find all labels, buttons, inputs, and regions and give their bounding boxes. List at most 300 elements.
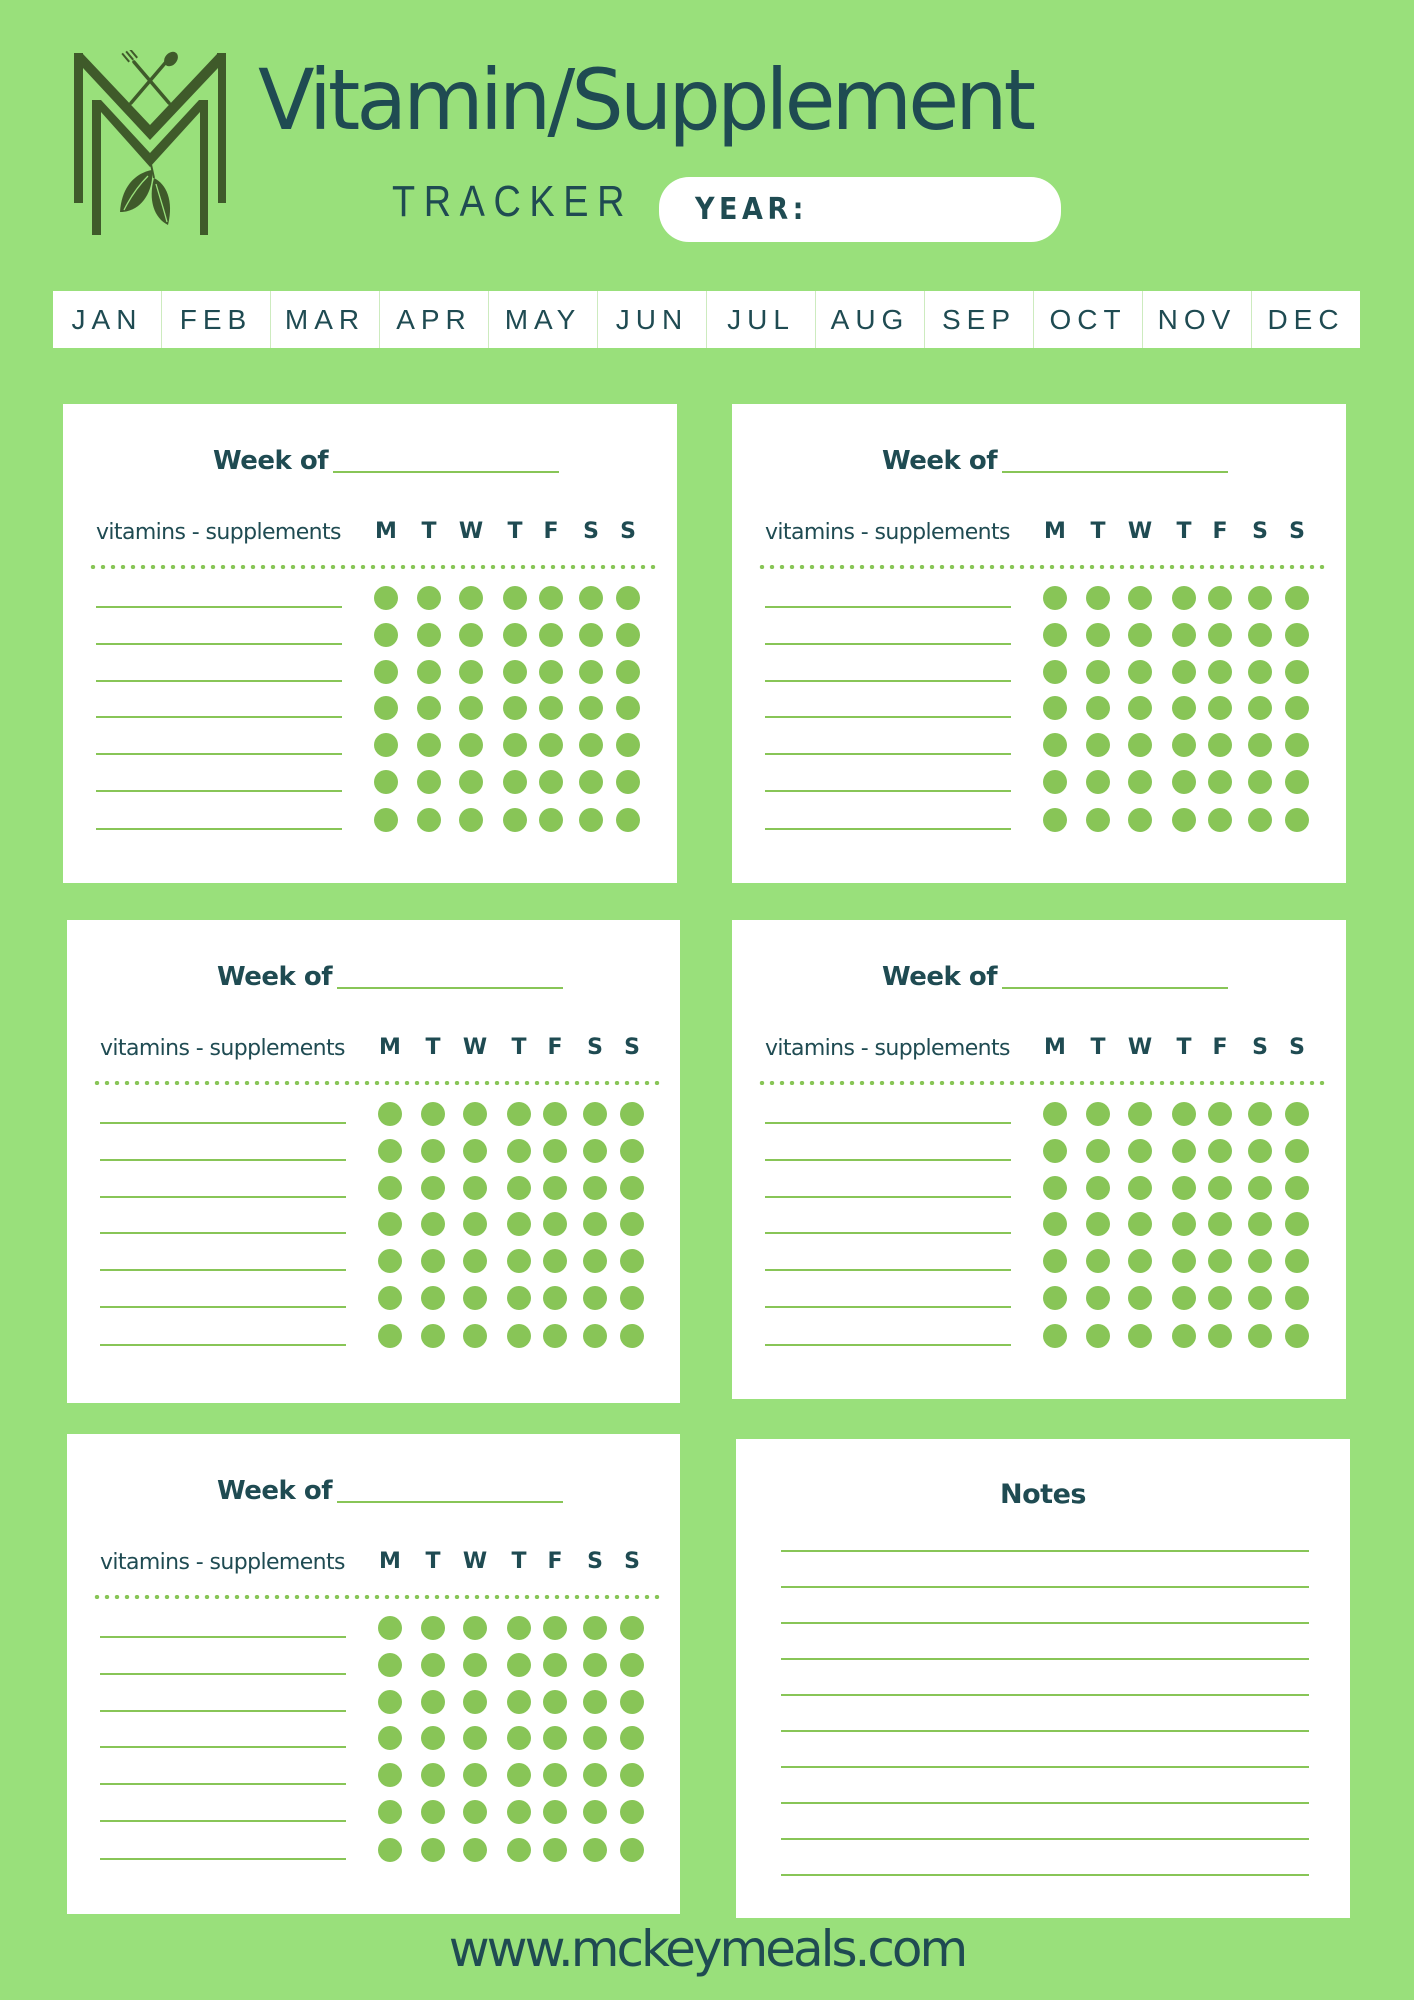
day-checkbox[interactable] [503, 696, 527, 720]
day-checkbox[interactable] [421, 1102, 445, 1126]
day-checkbox[interactable] [1128, 733, 1152, 757]
notes-line-input[interactable] [781, 1730, 1309, 1732]
day-checkbox[interactable] [1285, 1286, 1309, 1310]
supplement-name-input[interactable] [765, 643, 1011, 645]
day-checkbox[interactable] [507, 1800, 531, 1824]
day-checkbox[interactable] [378, 1800, 402, 1824]
day-checkbox[interactable] [421, 1176, 445, 1200]
day-checkbox[interactable] [1208, 1102, 1232, 1126]
day-checkbox[interactable] [463, 1249, 487, 1273]
supplement-name-input[interactable] [96, 753, 342, 755]
supplement-name-input[interactable] [765, 606, 1011, 608]
day-checkbox[interactable] [1086, 586, 1110, 610]
day-checkbox[interactable] [463, 1286, 487, 1310]
day-checkbox[interactable] [1086, 1324, 1110, 1348]
supplement-name-input[interactable] [96, 790, 342, 792]
day-checkbox[interactable] [539, 623, 563, 647]
day-checkbox[interactable] [463, 1212, 487, 1236]
day-checkbox[interactable] [1248, 1212, 1272, 1236]
supplement-name-input[interactable] [765, 1159, 1011, 1161]
day-checkbox[interactable] [1172, 1324, 1196, 1348]
day-checkbox[interactable] [579, 808, 603, 832]
day-checkbox[interactable] [378, 1838, 402, 1862]
day-checkbox[interactable] [616, 733, 640, 757]
day-checkbox[interactable] [463, 1616, 487, 1640]
day-checkbox[interactable] [583, 1102, 607, 1126]
day-checkbox[interactable] [374, 733, 398, 757]
day-checkbox[interactable] [1043, 808, 1067, 832]
month-dec[interactable]: DEC [1267, 303, 1345, 335]
day-checkbox[interactable] [503, 586, 527, 610]
day-checkbox[interactable] [459, 733, 483, 757]
day-checkbox[interactable] [1208, 1212, 1232, 1236]
day-checkbox[interactable] [583, 1800, 607, 1824]
supplement-name-input[interactable] [100, 1783, 346, 1785]
day-checkbox[interactable] [421, 1800, 445, 1824]
day-checkbox[interactable] [1086, 808, 1110, 832]
day-checkbox[interactable] [579, 696, 603, 720]
day-checkbox[interactable] [1043, 1324, 1067, 1348]
supplement-name-input[interactable] [765, 1122, 1011, 1124]
supplement-name-input[interactable] [100, 1858, 346, 1860]
notes-line-input[interactable] [781, 1802, 1309, 1804]
day-checkbox[interactable] [1043, 1249, 1067, 1273]
day-checkbox[interactable] [1285, 586, 1309, 610]
supplement-name-input[interactable] [100, 1306, 346, 1308]
month-mar[interactable]: MAR [271, 291, 380, 348]
day-checkbox[interactable] [1285, 770, 1309, 794]
day-checkbox[interactable] [1172, 1176, 1196, 1200]
day-checkbox[interactable] [1208, 1249, 1232, 1273]
day-checkbox[interactable] [507, 1838, 531, 1862]
day-checkbox[interactable] [1086, 1249, 1110, 1273]
day-checkbox[interactable] [1128, 770, 1152, 794]
day-checkbox[interactable] [459, 808, 483, 832]
day-checkbox[interactable] [579, 660, 603, 684]
day-checkbox[interactable] [1086, 733, 1110, 757]
supplement-name-input[interactable] [765, 1232, 1011, 1234]
day-checkbox[interactable] [1285, 1176, 1309, 1200]
day-checkbox[interactable] [459, 586, 483, 610]
day-checkbox[interactable] [543, 1800, 567, 1824]
day-checkbox[interactable] [543, 1763, 567, 1787]
supplement-name-input[interactable] [100, 1122, 346, 1124]
day-checkbox[interactable] [1128, 1249, 1152, 1273]
day-checkbox[interactable] [543, 1838, 567, 1862]
day-checkbox[interactable] [417, 808, 441, 832]
day-checkbox[interactable] [616, 660, 640, 684]
day-checkbox[interactable] [1208, 623, 1232, 647]
day-checkbox[interactable] [1128, 586, 1152, 610]
day-checkbox[interactable] [620, 1838, 644, 1862]
supplement-name-input[interactable] [96, 680, 342, 682]
day-checkbox[interactable] [378, 1690, 402, 1714]
day-checkbox[interactable] [543, 1616, 567, 1640]
day-checkbox[interactable] [1285, 1324, 1309, 1348]
day-checkbox[interactable] [1208, 733, 1232, 757]
day-checkbox[interactable] [378, 1102, 402, 1126]
month-jan[interactable]: JAN [53, 291, 162, 348]
day-checkbox[interactable] [1172, 623, 1196, 647]
day-checkbox[interactable] [417, 770, 441, 794]
day-checkbox[interactable] [1248, 770, 1272, 794]
day-checkbox[interactable] [620, 1690, 644, 1714]
day-checkbox[interactable] [616, 808, 640, 832]
supplement-name-input[interactable] [100, 1673, 346, 1675]
day-checkbox[interactable] [543, 1139, 567, 1163]
week-of-input[interactable] [333, 471, 559, 473]
day-checkbox[interactable] [1172, 808, 1196, 832]
day-checkbox[interactable] [579, 623, 603, 647]
day-checkbox[interactable] [459, 660, 483, 684]
day-checkbox[interactable] [378, 1726, 402, 1750]
notes-line-input[interactable] [781, 1622, 1309, 1624]
day-checkbox[interactable] [543, 1726, 567, 1750]
day-checkbox[interactable] [1248, 586, 1272, 610]
day-checkbox[interactable] [583, 1726, 607, 1750]
day-checkbox[interactable] [1208, 1286, 1232, 1310]
month-aug[interactable]: AUG [816, 291, 925, 348]
day-checkbox[interactable] [374, 586, 398, 610]
day-checkbox[interactable] [1248, 1102, 1272, 1126]
day-checkbox[interactable] [1086, 1176, 1110, 1200]
day-checkbox[interactable] [463, 1324, 487, 1348]
day-checkbox[interactable] [1248, 696, 1272, 720]
day-checkbox[interactable] [1208, 808, 1232, 832]
day-checkbox[interactable] [620, 1212, 644, 1236]
notes-line-input[interactable] [781, 1874, 1309, 1876]
day-checkbox[interactable] [1043, 696, 1067, 720]
supplement-name-input[interactable] [100, 1159, 346, 1161]
day-checkbox[interactable] [543, 1653, 567, 1677]
day-checkbox[interactable] [463, 1690, 487, 1714]
day-checkbox[interactable] [1043, 623, 1067, 647]
day-checkbox[interactable] [1208, 586, 1232, 610]
day-checkbox[interactable] [616, 586, 640, 610]
day-checkbox[interactable] [543, 1249, 567, 1273]
day-checkbox[interactable] [620, 1800, 644, 1824]
supplement-name-input[interactable] [765, 753, 1011, 755]
day-checkbox[interactable] [459, 696, 483, 720]
day-checkbox[interactable] [1043, 1286, 1067, 1310]
day-checkbox[interactable] [421, 1212, 445, 1236]
day-checkbox[interactable] [1043, 1102, 1067, 1126]
day-checkbox[interactable] [378, 1249, 402, 1273]
day-checkbox[interactable] [463, 1653, 487, 1677]
day-checkbox[interactable] [1208, 1324, 1232, 1348]
day-checkbox[interactable] [1128, 808, 1152, 832]
day-checkbox[interactable] [1043, 733, 1067, 757]
day-checkbox[interactable] [539, 770, 563, 794]
supplement-name-input[interactable] [100, 1196, 346, 1198]
day-checkbox[interactable] [620, 1176, 644, 1200]
day-checkbox[interactable] [421, 1324, 445, 1348]
day-checkbox[interactable] [507, 1249, 531, 1273]
day-checkbox[interactable] [543, 1212, 567, 1236]
day-checkbox[interactable] [620, 1102, 644, 1126]
supplement-name-input[interactable] [100, 1820, 346, 1822]
day-checkbox[interactable] [507, 1286, 531, 1310]
day-checkbox[interactable] [463, 1838, 487, 1862]
day-checkbox[interactable] [1086, 1102, 1110, 1126]
day-checkbox[interactable] [539, 733, 563, 757]
day-checkbox[interactable] [1043, 770, 1067, 794]
day-checkbox[interactable] [1172, 696, 1196, 720]
day-checkbox[interactable] [1172, 1212, 1196, 1236]
supplement-name-input[interactable] [96, 828, 342, 830]
day-checkbox[interactable] [1043, 1139, 1067, 1163]
day-checkbox[interactable] [421, 1763, 445, 1787]
day-checkbox[interactable] [507, 1102, 531, 1126]
month-apr[interactable]: APR [380, 291, 489, 348]
day-checkbox[interactable] [1086, 1212, 1110, 1236]
day-checkbox[interactable] [543, 1176, 567, 1200]
day-checkbox[interactable] [620, 1324, 644, 1348]
day-checkbox[interactable] [1172, 1102, 1196, 1126]
supplement-name-input[interactable] [765, 1269, 1011, 1271]
supplement-name-input[interactable] [765, 716, 1011, 718]
day-checkbox[interactable] [620, 1139, 644, 1163]
day-checkbox[interactable] [421, 1286, 445, 1310]
day-checkbox[interactable] [374, 696, 398, 720]
day-checkbox[interactable] [1248, 733, 1272, 757]
month-nov[interactable]: NOV [1143, 291, 1252, 348]
notes-line-input[interactable] [781, 1586, 1309, 1588]
day-checkbox[interactable] [378, 1176, 402, 1200]
day-checkbox[interactable] [543, 1690, 567, 1714]
day-checkbox[interactable] [1248, 660, 1272, 684]
day-checkbox[interactable] [507, 1324, 531, 1348]
day-checkbox[interactable] [1043, 1212, 1067, 1236]
day-checkbox[interactable] [374, 770, 398, 794]
supplement-name-input[interactable] [765, 1306, 1011, 1308]
day-checkbox[interactable] [579, 586, 603, 610]
day-checkbox[interactable] [1172, 770, 1196, 794]
day-checkbox[interactable] [543, 1286, 567, 1310]
day-checkbox[interactable] [1208, 1139, 1232, 1163]
day-checkbox[interactable] [507, 1139, 531, 1163]
day-checkbox[interactable] [463, 1726, 487, 1750]
day-checkbox[interactable] [421, 1616, 445, 1640]
day-checkbox[interactable] [374, 808, 398, 832]
day-checkbox[interactable] [616, 770, 640, 794]
notes-line-input[interactable] [781, 1694, 1309, 1696]
supplement-name-input[interactable] [100, 1710, 346, 1712]
month-feb[interactable]: FEB [162, 291, 271, 348]
day-checkbox[interactable] [459, 623, 483, 647]
day-checkbox[interactable] [579, 770, 603, 794]
day-checkbox[interactable] [1086, 1286, 1110, 1310]
week-of-input[interactable] [1002, 987, 1228, 989]
month-jun[interactable]: JUN [598, 291, 707, 348]
day-checkbox[interactable] [583, 1690, 607, 1714]
day-checkbox[interactable] [583, 1176, 607, 1200]
day-checkbox[interactable] [543, 1324, 567, 1348]
day-checkbox[interactable] [1285, 1102, 1309, 1126]
day-checkbox[interactable] [1248, 1249, 1272, 1273]
day-checkbox[interactable] [421, 1653, 445, 1677]
day-checkbox[interactable] [1285, 1212, 1309, 1236]
day-checkbox[interactable] [1172, 1249, 1196, 1273]
day-checkbox[interactable] [1248, 1286, 1272, 1310]
day-checkbox[interactable] [539, 696, 563, 720]
day-checkbox[interactable] [583, 1653, 607, 1677]
day-checkbox[interactable] [378, 1653, 402, 1677]
day-checkbox[interactable] [1043, 586, 1067, 610]
day-checkbox[interactable] [378, 1286, 402, 1310]
day-checkbox[interactable] [421, 1726, 445, 1750]
day-checkbox[interactable] [1172, 733, 1196, 757]
day-checkbox[interactable] [583, 1616, 607, 1640]
day-checkbox[interactable] [507, 1653, 531, 1677]
day-checkbox[interactable] [1248, 623, 1272, 647]
day-checkbox[interactable] [543, 1102, 567, 1126]
day-checkbox[interactable] [378, 1616, 402, 1640]
day-checkbox[interactable] [583, 1286, 607, 1310]
day-checkbox[interactable] [417, 733, 441, 757]
day-checkbox[interactable] [1248, 1324, 1272, 1348]
day-checkbox[interactable] [1172, 586, 1196, 610]
day-checkbox[interactable] [503, 770, 527, 794]
day-checkbox[interactable] [503, 623, 527, 647]
supplement-name-input[interactable] [100, 1269, 346, 1271]
day-checkbox[interactable] [1285, 623, 1309, 647]
supplement-name-input[interactable] [765, 1196, 1011, 1198]
day-checkbox[interactable] [1043, 660, 1067, 684]
day-checkbox[interactable] [579, 733, 603, 757]
supplement-name-input[interactable] [100, 1232, 346, 1234]
day-checkbox[interactable] [1248, 808, 1272, 832]
week-of-input[interactable] [1002, 471, 1228, 473]
day-checkbox[interactable] [1208, 660, 1232, 684]
day-checkbox[interactable] [463, 1763, 487, 1787]
week-of-input[interactable] [337, 987, 563, 989]
day-checkbox[interactable] [1128, 1102, 1152, 1126]
supplement-name-input[interactable] [96, 643, 342, 645]
footer-url[interactable]: www.mckeymeals.com [448, 1920, 966, 1978]
day-checkbox[interactable] [1172, 660, 1196, 684]
day-checkbox[interactable] [1285, 696, 1309, 720]
day-checkbox[interactable] [620, 1726, 644, 1750]
day-checkbox[interactable] [1285, 808, 1309, 832]
day-checkbox[interactable] [507, 1176, 531, 1200]
day-checkbox[interactable] [459, 770, 483, 794]
day-checkbox[interactable] [1086, 623, 1110, 647]
day-checkbox[interactable] [1086, 1139, 1110, 1163]
day-checkbox[interactable] [1128, 1176, 1152, 1200]
day-checkbox[interactable] [1086, 770, 1110, 794]
month-sep[interactable]: SEP [925, 291, 1034, 348]
day-checkbox[interactable] [1128, 1139, 1152, 1163]
day-checkbox[interactable] [1043, 1176, 1067, 1200]
supplement-name-input[interactable] [765, 790, 1011, 792]
day-checkbox[interactable] [507, 1690, 531, 1714]
day-checkbox[interactable] [583, 1324, 607, 1348]
day-checkbox[interactable] [616, 696, 640, 720]
year-field[interactable] [659, 177, 1061, 242]
supplement-name-input[interactable] [100, 1344, 346, 1346]
month-jul[interactable]: JUL [707, 291, 816, 348]
day-checkbox[interactable] [1208, 770, 1232, 794]
day-checkbox[interactable] [583, 1838, 607, 1862]
day-checkbox[interactable] [583, 1212, 607, 1236]
day-checkbox[interactable] [374, 623, 398, 647]
day-checkbox[interactable] [417, 660, 441, 684]
day-checkbox[interactable] [1128, 1286, 1152, 1310]
month-may[interactable]: MAY [489, 291, 598, 348]
day-checkbox[interactable] [1128, 1212, 1152, 1236]
day-checkbox[interactable] [539, 808, 563, 832]
day-checkbox[interactable] [503, 808, 527, 832]
day-checkbox[interactable] [507, 1726, 531, 1750]
day-checkbox[interactable] [378, 1763, 402, 1787]
day-checkbox[interactable] [378, 1139, 402, 1163]
notes-line-input[interactable] [781, 1766, 1309, 1768]
day-checkbox[interactable] [417, 696, 441, 720]
notes-line-input[interactable] [781, 1658, 1309, 1660]
day-checkbox[interactable] [463, 1102, 487, 1126]
day-checkbox[interactable] [1285, 1249, 1309, 1273]
day-checkbox[interactable] [503, 660, 527, 684]
day-checkbox[interactable] [417, 586, 441, 610]
supplement-name-input[interactable] [100, 1636, 346, 1638]
day-checkbox[interactable] [1248, 1139, 1272, 1163]
day-checkbox[interactable] [1172, 1286, 1196, 1310]
notes-line-input[interactable] [781, 1838, 1309, 1840]
day-checkbox[interactable] [620, 1616, 644, 1640]
day-checkbox[interactable] [1285, 733, 1309, 757]
day-checkbox[interactable] [1128, 1324, 1152, 1348]
day-checkbox[interactable] [374, 660, 398, 684]
day-checkbox[interactable] [463, 1800, 487, 1824]
day-checkbox[interactable] [378, 1324, 402, 1348]
day-checkbox[interactable] [616, 623, 640, 647]
day-checkbox[interactable] [417, 623, 441, 647]
notes-line-input[interactable] [781, 1550, 1309, 1552]
day-checkbox[interactable] [463, 1139, 487, 1163]
supplement-name-input[interactable] [765, 680, 1011, 682]
day-checkbox[interactable] [1086, 660, 1110, 684]
day-checkbox[interactable] [620, 1286, 644, 1310]
supplement-name-input[interactable] [765, 1344, 1011, 1346]
day-checkbox[interactable] [539, 586, 563, 610]
day-checkbox[interactable] [620, 1763, 644, 1787]
day-checkbox[interactable] [421, 1249, 445, 1273]
day-checkbox[interactable] [583, 1249, 607, 1273]
supplement-name-input[interactable] [96, 716, 342, 718]
day-checkbox[interactable] [1208, 696, 1232, 720]
day-checkbox[interactable] [1285, 1139, 1309, 1163]
day-checkbox[interactable] [507, 1212, 531, 1236]
supplement-name-input[interactable] [96, 606, 342, 608]
day-checkbox[interactable] [503, 733, 527, 757]
day-checkbox[interactable] [583, 1139, 607, 1163]
supplement-name-input[interactable] [100, 1746, 346, 1748]
day-checkbox[interactable] [620, 1249, 644, 1273]
day-checkbox[interactable] [583, 1763, 607, 1787]
day-checkbox[interactable] [463, 1176, 487, 1200]
day-checkbox[interactable] [1172, 1139, 1196, 1163]
day-checkbox[interactable] [1208, 1176, 1232, 1200]
day-checkbox[interactable] [421, 1838, 445, 1862]
day-checkbox[interactable] [507, 1616, 531, 1640]
day-checkbox[interactable] [539, 660, 563, 684]
month-oct[interactable]: OCT [1034, 291, 1143, 348]
day-checkbox[interactable] [1128, 696, 1152, 720]
day-checkbox[interactable] [1285, 660, 1309, 684]
day-checkbox[interactable] [421, 1690, 445, 1714]
day-checkbox[interactable] [378, 1212, 402, 1236]
